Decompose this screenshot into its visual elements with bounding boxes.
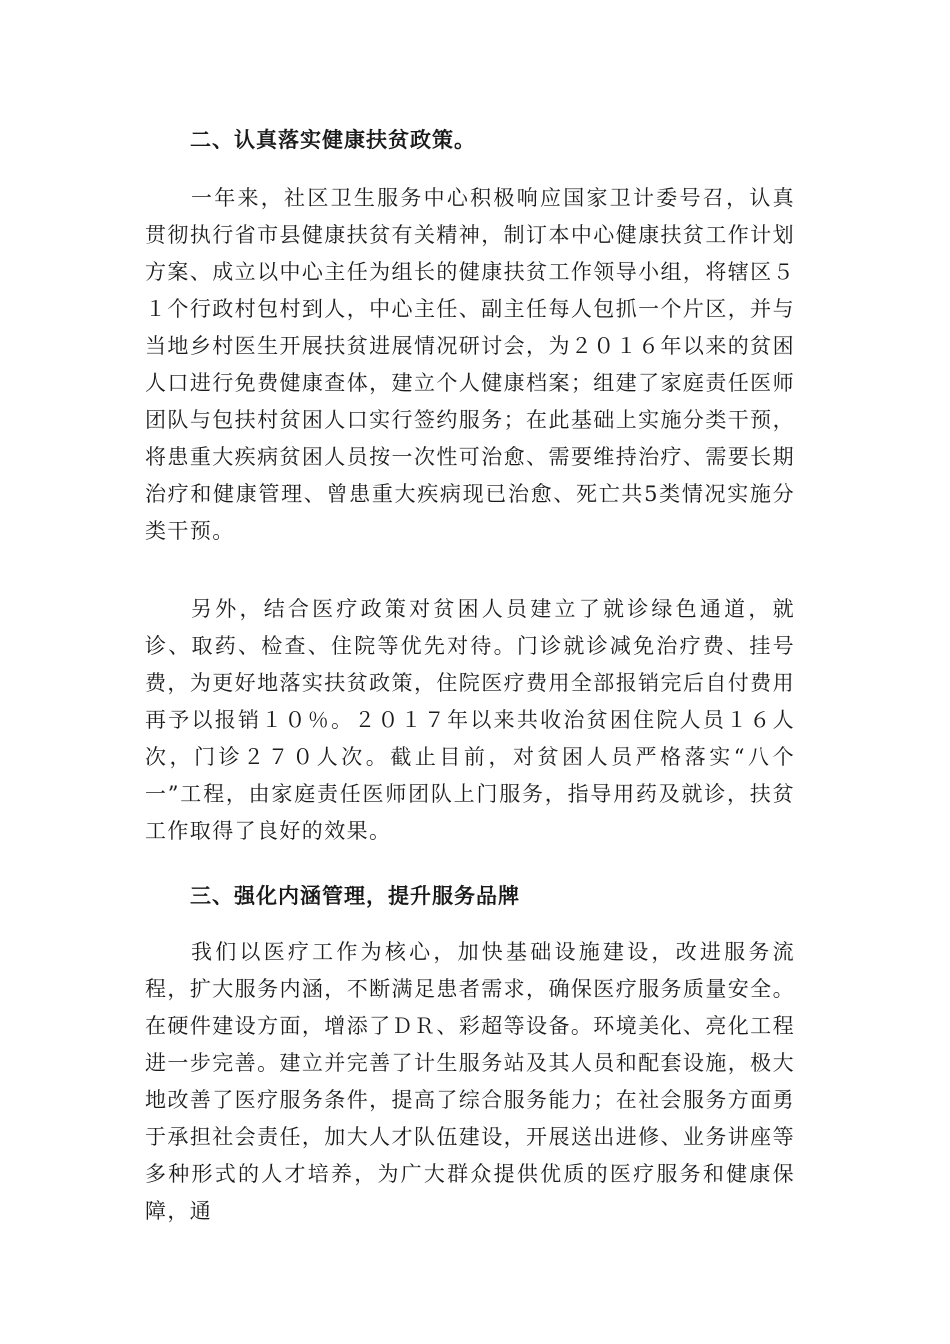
section-heading-internal-management: 三、强化内涵管理，提升服务品牌 bbox=[190, 883, 520, 908]
paragraph-medical-green-channel: 另外，结合医疗政策对贫困人员建立了就诊绿色通道，就诊、取药、检查、住院等优先对待。门诊就诊减免治疗费、挂号费，为更好地落实扶贫政策，住院医疗费用全部报销完后自付费用再予以报销１０％。２０１７年以来共收治贫困住院人员１６人次，门诊２７０人次。截止目前，对贫困人员严格落实“八个一”工程，由家庭责任医师团队上门服务，指导用药及就诊，扶贫工作取得了良好的效果。 bbox=[145, 597, 795, 843]
section-heading-health-poverty: 二、认真落实健康扶贫政策。 bbox=[190, 127, 476, 152]
paragraph-infrastructure-services: 我们以医疗工作为核心，加快基础设施建设，改进服务流程，扩大服务内涵，不断满足患者需求，确保医疗服务质量安全。在硬件建设方面，增添了ＤＲ、彩超等设备。环境美化、亮化工程进一步完善。建立并完善了计生服务站及其人员和配套设施，极大地改善了医疗服务条件，提高了综合服务能力；在社会服务方面勇于承担社会责任，加大人才队伍建设，开展送出进修、业务讲座等多种形式的人才培养，为广大群众提供优质的医疗服务和健康保障，通 bbox=[145, 940, 795, 1223]
paragraph-health-poverty-measures: 一年来，社区卫生服务中心积极响应国家卫计委号召，认真贯彻执行省市县健康扶贫有关精神，制订本中心健康扶贫工作计划方案、成立以中心主任为组长的健康扶贫工作领导小组，将辖区５１个行政村包村到人，中心主任、副主任每人包抓一个片区，并与当地乡村医生开展扶贫进展情况研讨会，为２０１６年以来的贫困人口进行免费健康查体，建立个人健康档案；组建了家庭责任医师团队与包扶村贫困人口实行签约服务；在此基础上实施分类干预，将患重大疾病贫困人员按一次性可治愈、需要维持治疗、需要长期治疗和健康管理、曾患重大疾病现已治愈、死亡共5类情况实施分类干预。 bbox=[145, 186, 795, 543]
